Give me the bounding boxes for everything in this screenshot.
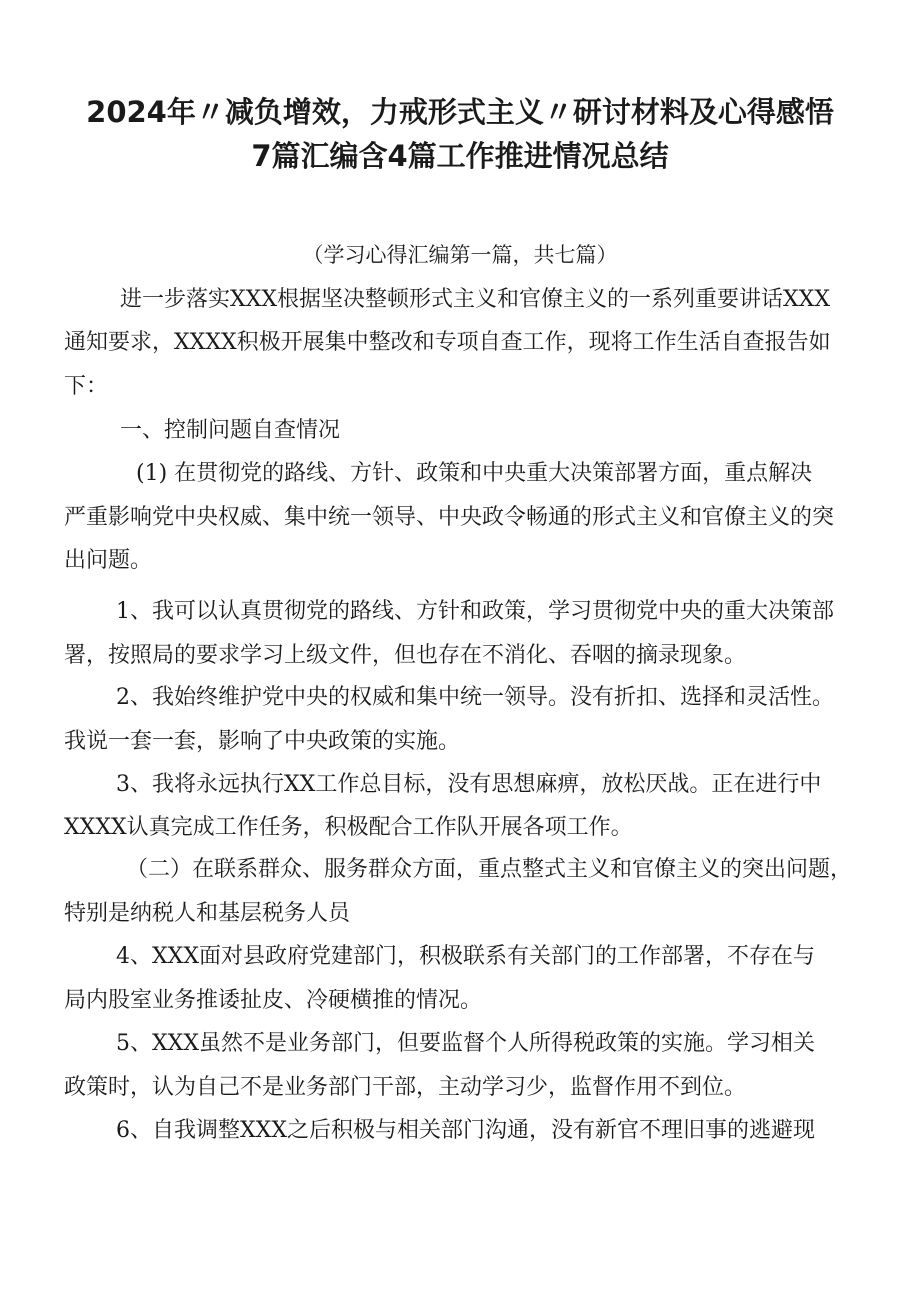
document-title-line-1: 2024年〃减负增效，力戒形式主义〃研讨材料及心得感悟 <box>86 95 834 129</box>
document-subtitle: （学习心得汇编第一篇，共七篇） <box>302 243 618 267</box>
body-line: 政策时，认为自己不是业务部门干部，主动学习少，监督作用不到位。 <box>64 1075 747 1100</box>
body-line: 3、我将永远执行XX工作总目标，没有思想麻痹，放松厌战。正在进行中 <box>116 772 822 797</box>
body-line: 4、XXX面对县政府党建部门，积极联系有关部门的工作部署，不存在与 <box>116 944 815 969</box>
body-line: 我说一套一套，影响了中央政策的实施。 <box>64 729 461 754</box>
body-line: 严重影响党中央权威、集中统一领导、中央政令畅通的形式主义和官僚主义的突 <box>64 505 835 530</box>
document-title-line-2: 7篇汇编含4篇工作推进情况总结 <box>251 139 669 173</box>
body-line: 特别是纳税人和基层税务人员 <box>64 901 351 926</box>
body-line: 下： <box>64 374 109 399</box>
body-line: 1、我可以认真贯彻党的路线、方针和政策，学习贯彻党中央的重大决策部 <box>116 599 834 624</box>
section-heading: 一、控制问题自查情况 <box>120 418 341 443</box>
body-line: 局内股室业务推诿扯皮、冷硬横推的情况。 <box>64 988 483 1013</box>
body-line: 通知要求，XXXX积极开展集中整改和专项自查工作，现将工作生活自查报告如 <box>64 330 831 355</box>
body-line: 进一步落实XXX根据坚决整顿形式主义和官僚主义的一系列重要讲话XXX <box>120 287 830 312</box>
body-line: 出问题。 <box>64 548 153 573</box>
body-line: XXXX认真完成工作任务，积极配合工作队开展各项工作。 <box>64 815 633 840</box>
body-line: （二）在联系群众、服务群众方面，重点整式主义和官僚主义的突出问题， <box>126 857 853 882</box>
body-line: 2、我始终维护党中央的权威和集中统一领导。没有折扣、选择和灵活性。 <box>116 685 834 710</box>
body-line: 署，按照局的要求学习上级文件，但也存在不消化、吞咽的摘录现象。 <box>64 643 747 668</box>
body-line: (1) 在贯彻党的路线、方针、政策和中央重大决策部署方面，重点解决 <box>136 461 813 486</box>
body-line: 5、XXX虽然不是业务部门，但要监督个人所得税政策的实施。学习相关 <box>116 1031 815 1056</box>
body-line: 6、自我调整XXX之后积极与相关部门沟通，没有新官不理旧事的逃避现 <box>116 1118 815 1143</box>
